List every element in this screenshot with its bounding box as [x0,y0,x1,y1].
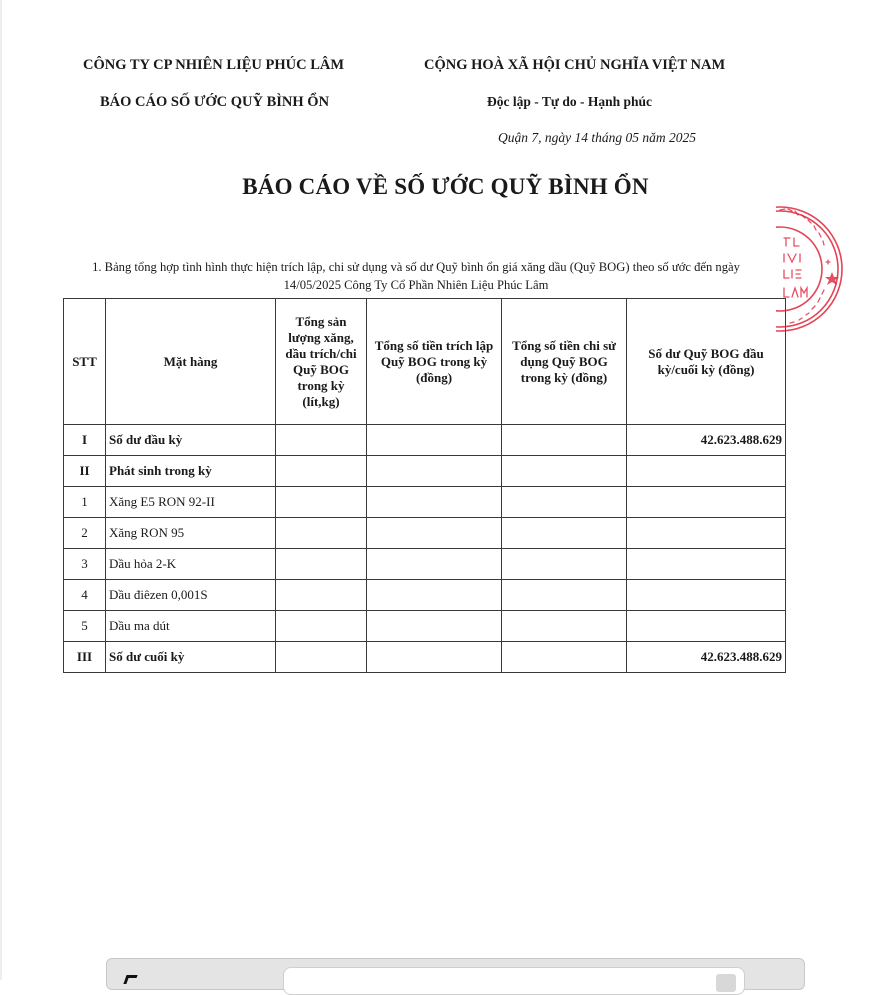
table-row [64,580,786,611]
table-row [64,425,786,456]
national-title: CỘNG HOÀ XÃ HỘI CHỦ NGHĨA VIỆT NAM [424,57,726,73]
cell-allocated [367,518,502,549]
cell-item: Số dư cuối kỳ [106,642,276,673]
cell-stt: 2 [64,518,106,549]
cell-used [502,425,627,456]
cell-stt: 5 [64,611,106,642]
national-motto: Độc lập - Tự do - Hạnh phúc [487,94,653,109]
col-header-used: Tổng số tiền chi sử dụng Quỹ BOG trong kỳ (đồng) [502,299,627,425]
cell-stt: 1 [64,487,106,518]
col-header-stt: STT [64,299,106,425]
cell-volume [276,425,367,456]
table-row [64,549,786,580]
col-header-allocated: Tổng số tiền trích lập Quỹ BOG trong kỳ (đồng) [367,299,502,425]
cell-volume [276,642,367,673]
page-edge [0,0,2,980]
document-title: BÁO CÁO VỀ SỐ ƯỚC QUỸ BÌNH ỔN [242,174,649,199]
cell-balance [627,580,786,611]
cell-item: Dầu ma dút [106,611,276,642]
cell-item: Xăng RON 95 [106,518,276,549]
toolbar-input[interactable] [283,967,745,995]
report-subtitle: BÁO CÁO SỐ ƯỚC QUỸ BÌNH ỔN [100,94,330,110]
cell-volume [276,518,367,549]
cell-allocated [367,425,502,456]
bog-fund-table [63,298,786,673]
cell-used [502,580,627,611]
cell-balance [627,611,786,642]
cell-allocated [367,549,502,580]
cell-allocated [367,580,502,611]
cell-volume [276,580,367,611]
table-row [64,456,786,487]
cell-balance [627,549,786,580]
cell-used [502,487,627,518]
cell-item: Dầu hỏa 2-K [106,549,276,580]
cell-used [502,642,627,673]
table-row [64,518,786,549]
cell-item: Số dư đầu kỳ [106,425,276,456]
cell-balance: 42.623.488.629 [627,425,786,456]
company-seal-stamp [776,196,846,342]
cell-balance: 42.623.488.629 [627,642,786,673]
col-header-volume: Tổng sản lượng xăng, dầu trích/chi Quỹ BOG trong kỳ (lít,kg) [276,299,367,425]
dateline: Quận 7, ngày 14 tháng 05 năm 2025 [498,130,696,145]
cell-volume [276,611,367,642]
cell-volume [276,549,367,580]
cell-used [502,611,627,642]
cell-allocated [367,456,502,487]
company-name: CÔNG TY CP NHIÊN LIỆU PHÚC LÂM [83,57,345,73]
cell-used [502,549,627,580]
cell-allocated [367,642,502,673]
cell-volume [276,487,367,518]
cell-item: Phát sinh trong kỳ [106,456,276,487]
cell-allocated [367,611,502,642]
cell-item: Dầu điêzen 0,001S [106,580,276,611]
cell-balance [627,456,786,487]
cell-balance [627,518,786,549]
cell-used [502,456,627,487]
cell-allocated [367,487,502,518]
cell-used [502,518,627,549]
toolbar-input-button[interactable] [716,974,736,992]
bottom-toolbar [106,958,805,990]
table-row [64,611,786,642]
cell-stt: 3 [64,549,106,580]
cell-stt: II [64,456,106,487]
table-row [64,487,786,518]
table-row [64,642,786,673]
cell-balance [627,487,786,518]
col-header-balance: Số dư Quỹ BOG đầu kỳ/cuối kỳ (đồng) [627,299,786,425]
cell-stt: I [64,425,106,456]
cell-volume [276,456,367,487]
table-header-row [64,299,786,425]
cell-item: Xăng E5 RON 92-II [106,487,276,518]
cell-stt: 4 [64,580,106,611]
col-header-item: Mặt hàng [106,299,276,425]
intro-paragraph: 1. Bảng tổng hợp tình hình thực hiện trích lập, chi sử dụng và số dư Quỹ bình ổn giá xăng dầu (Quỹ BOG) theo số ước đến ngày 14/05/2025 Công Ty Cổ Phần Nhiên Liệu Phúc Lâm [92,260,740,292]
cell-stt: III [64,642,106,673]
